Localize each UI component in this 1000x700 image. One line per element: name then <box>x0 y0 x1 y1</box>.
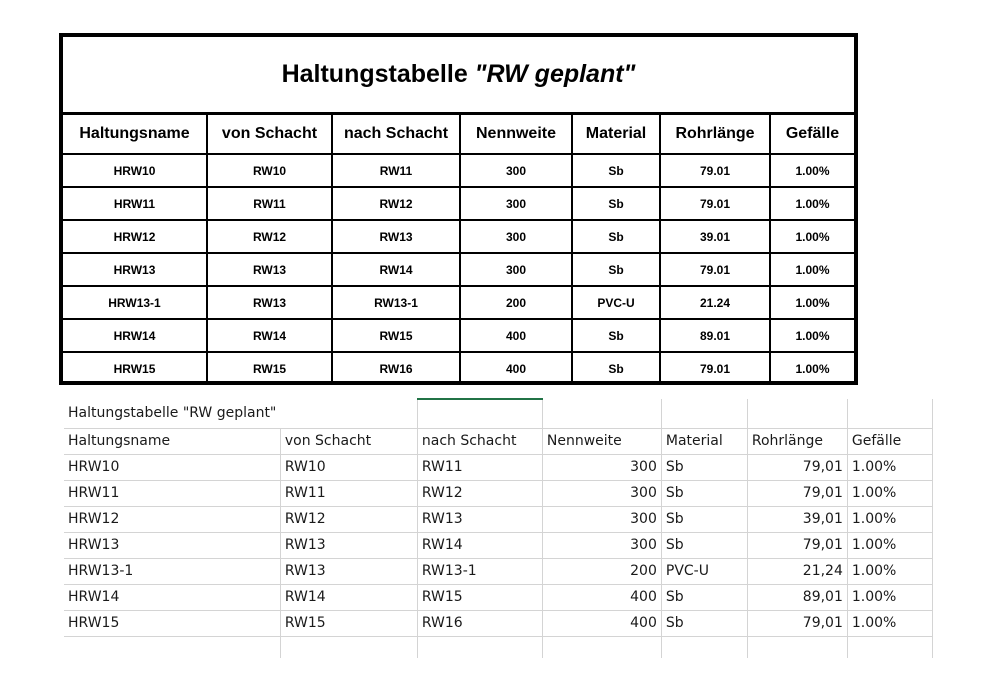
sheet-cell[interactable]: RW14 <box>280 584 417 610</box>
printed-table-grid <box>63 115 854 384</box>
sheet-cell[interactable]: RW12 <box>280 506 417 532</box>
sheet-cell[interactable]: Sb <box>661 506 747 532</box>
sheet-cell[interactable] <box>661 636 747 658</box>
sheet-cell[interactable]: 1.00% <box>847 480 932 506</box>
printed-cell: 89.01 <box>660 319 770 352</box>
printed-cell: Sb <box>572 253 660 286</box>
sheet-cell[interactable]: RW11 <box>280 480 417 506</box>
sheet-cell[interactable]: HRW10 <box>64 454 280 480</box>
sheet-cell[interactable]: RW13 <box>280 532 417 558</box>
printed-cell: RW16 <box>332 352 460 384</box>
sheet-cell[interactable]: 1.00% <box>847 610 932 636</box>
printed-cell: 1.00% <box>770 154 854 187</box>
sheet-cell[interactable] <box>847 636 932 658</box>
sheet-cell[interactable] <box>64 636 280 658</box>
printed-cell: RW15 <box>332 319 460 352</box>
printed-table-row <box>63 253 854 286</box>
sheet-cell[interactable]: 1.00% <box>847 558 932 584</box>
printed-cell: RW15 <box>207 352 332 384</box>
sheet-cell[interactable]: 79,01 <box>747 454 847 480</box>
printed-cell: Sb <box>572 319 660 352</box>
sheet-cell[interactable]: HRW11 <box>64 480 280 506</box>
printed-cell: 300 <box>460 187 572 220</box>
printed-table <box>59 33 858 385</box>
sheet-cell[interactable]: Sb <box>661 584 747 610</box>
printed-cell: 21.24 <box>660 286 770 319</box>
sheet-cell[interactable]: 300 <box>542 454 661 480</box>
sheet-title-cell[interactable]: Haltungstabelle "RW geplant" <box>64 399 280 428</box>
printed-header-cell: von Schacht <box>207 115 332 154</box>
printed-cell: RW14 <box>207 319 332 352</box>
sheet-title-row <box>64 399 932 428</box>
printed-cell: Sb <box>572 187 660 220</box>
sheet-cell[interactable]: RW11 <box>417 454 542 480</box>
printed-cell: HRW13 <box>63 253 207 286</box>
printed-cell: HRW11 <box>63 187 207 220</box>
printed-table-row <box>63 187 854 220</box>
sheet-header-cell[interactable]: nach Schacht <box>417 428 542 454</box>
printed-table-row <box>63 220 854 253</box>
sheet-cell[interactable]: RW16 <box>417 610 542 636</box>
sheet-cell[interactable]: 1.00% <box>847 584 932 610</box>
sheet-row <box>64 558 932 584</box>
sheet-cell[interactable]: 39,01 <box>747 506 847 532</box>
printed-cell: RW10 <box>207 154 332 187</box>
printed-cell: RW13-1 <box>332 286 460 319</box>
sheet-cell[interactable]: HRW14 <box>64 584 280 610</box>
printed-cell: 300 <box>460 154 572 187</box>
sheet-header-cell[interactable]: Rohrlänge <box>747 428 847 454</box>
printed-cell: 1.00% <box>770 319 854 352</box>
sheet-cell[interactable]: RW14 <box>417 532 542 558</box>
printed-cell: Sb <box>572 220 660 253</box>
sheet-header-cell[interactable]: Material <box>661 428 747 454</box>
printed-cell: Sb <box>572 154 660 187</box>
sheet-cell[interactable] <box>747 636 847 658</box>
sheet-cell[interactable] <box>417 636 542 658</box>
sheet-cell[interactable] <box>542 636 661 658</box>
sheet-cell[interactable] <box>542 399 661 428</box>
sheet-cell[interactable]: 200 <box>542 558 661 584</box>
printed-cell: 1.00% <box>770 286 854 319</box>
printed-cell: HRW12 <box>63 220 207 253</box>
sheet-header-cell[interactable]: von Schacht <box>280 428 417 454</box>
sheet-header-cell[interactable]: Nennweite <box>542 428 661 454</box>
sheet-row <box>64 454 932 480</box>
sheet-cell[interactable] <box>847 399 932 428</box>
sheet-cell[interactable]: 79,01 <box>747 610 847 636</box>
sheet-cell[interactable]: Sb <box>661 454 747 480</box>
printed-cell: 79.01 <box>660 154 770 187</box>
printed-header-cell: Gefälle <box>770 115 854 154</box>
sheet-cell[interactable]: 1.00% <box>847 532 932 558</box>
printed-cell: 39.01 <box>660 220 770 253</box>
printed-cell: HRW14 <box>63 319 207 352</box>
printed-cell: 1.00% <box>770 220 854 253</box>
printed-cell: RW11 <box>207 187 332 220</box>
sheet-row <box>64 532 932 558</box>
printed-header-cell: nach Schacht <box>332 115 460 154</box>
sheet-cell[interactable]: HRW15 <box>64 610 280 636</box>
sheet-cell[interactable]: 300 <box>542 532 661 558</box>
printed-table-row <box>63 154 854 187</box>
printed-cell: RW11 <box>332 154 460 187</box>
sheet-cell[interactable]: RW13 <box>280 558 417 584</box>
printed-cell: HRW13-1 <box>63 286 207 319</box>
printed-cell: RW14 <box>332 253 460 286</box>
sheet-cell[interactable]: 400 <box>542 584 661 610</box>
sheet-cell[interactable]: PVC-U <box>661 558 747 584</box>
printed-table-row <box>63 286 854 319</box>
printed-cell: 400 <box>460 319 572 352</box>
sheet-cell[interactable] <box>747 399 847 428</box>
sheet-cell[interactable]: Sb <box>661 610 747 636</box>
sheet-cell[interactable]: 1.00% <box>847 454 932 480</box>
printed-cell: RW13 <box>207 286 332 319</box>
sheet-cell[interactable] <box>280 636 417 658</box>
printed-cell: RW13 <box>332 220 460 253</box>
sheet-cell[interactable]: RW13 <box>417 506 542 532</box>
sheet-cell[interactable]: RW15 <box>417 584 542 610</box>
printed-cell: 79.01 <box>660 187 770 220</box>
sheet-cell[interactable]: 89,01 <box>747 584 847 610</box>
sheet-empty-row <box>64 636 932 658</box>
sheet-row <box>64 610 932 636</box>
printed-title-quoted: "RW geplant" <box>474 60 636 88</box>
sheet-header-cell[interactable]: Haltungsname <box>64 428 280 454</box>
printed-cell: 400 <box>460 352 572 384</box>
sheet-selected-cell[interactable] <box>417 399 542 428</box>
printed-header-cell: Material <box>572 115 660 154</box>
printed-cell: 300 <box>460 220 572 253</box>
sheet-cell[interactable]: Sb <box>661 480 747 506</box>
spreadsheet-table <box>64 398 933 658</box>
sheet-cell[interactable]: 79,01 <box>747 532 847 558</box>
sheet-cell[interactable]: 300 <box>542 480 661 506</box>
printed-cell: 200 <box>460 286 572 319</box>
printed-header-row <box>63 115 854 154</box>
printed-table-row <box>63 319 854 352</box>
sheet-cell[interactable]: HRW12 <box>64 506 280 532</box>
sheet-row <box>64 584 932 610</box>
printed-header-cell: Rohrlänge <box>660 115 770 154</box>
printed-cell: PVC-U <box>572 286 660 319</box>
sheet-row <box>64 480 932 506</box>
sheet-cell[interactable]: RW15 <box>280 610 417 636</box>
printed-cell: 300 <box>460 253 572 286</box>
printed-table-row <box>63 352 854 384</box>
sheet-cell[interactable]: HRW13 <box>64 532 280 558</box>
printed-cell: 1.00% <box>770 352 854 384</box>
sheet-header-cell[interactable]: Gefälle <box>847 428 932 454</box>
printed-cell: 79.01 <box>660 253 770 286</box>
sheet-cell[interactable]: 1.00% <box>847 506 932 532</box>
sheet-cell[interactable]: HRW13-1 <box>64 558 280 584</box>
sheet-header-row <box>64 428 932 454</box>
printed-header-cell: Nennweite <box>460 115 572 154</box>
printed-title-prefix: Haltungstabelle <box>281 60 475 88</box>
printed-header-cell: Haltungsname <box>63 115 207 154</box>
printed-cell: 1.00% <box>770 253 854 286</box>
sheet-row <box>64 506 932 532</box>
printed-cell: HRW15 <box>63 352 207 384</box>
sheet-cell[interactable]: 300 <box>542 506 661 532</box>
sheet-cell[interactable]: 21,24 <box>747 558 847 584</box>
printed-cell: HRW10 <box>63 154 207 187</box>
sheet-cell[interactable] <box>280 399 417 428</box>
sheet-cell[interactable]: RW12 <box>417 480 542 506</box>
sheet-cell[interactable] <box>661 399 747 428</box>
printed-table-title <box>63 37 854 115</box>
printed-cell: Sb <box>572 352 660 384</box>
printed-cell: RW12 <box>332 187 460 220</box>
sheet-cell[interactable]: 400 <box>542 610 661 636</box>
sheet-cell[interactable]: 79,01 <box>747 480 847 506</box>
printed-cell: RW12 <box>207 220 332 253</box>
printed-cell: 79.01 <box>660 352 770 384</box>
printed-cell: RW13 <box>207 253 332 286</box>
sheet-cell[interactable]: RW13-1 <box>417 558 542 584</box>
sheet-cell[interactable]: RW10 <box>280 454 417 480</box>
printed-cell: 1.00% <box>770 187 854 220</box>
sheet-cell[interactable]: Sb <box>661 532 747 558</box>
